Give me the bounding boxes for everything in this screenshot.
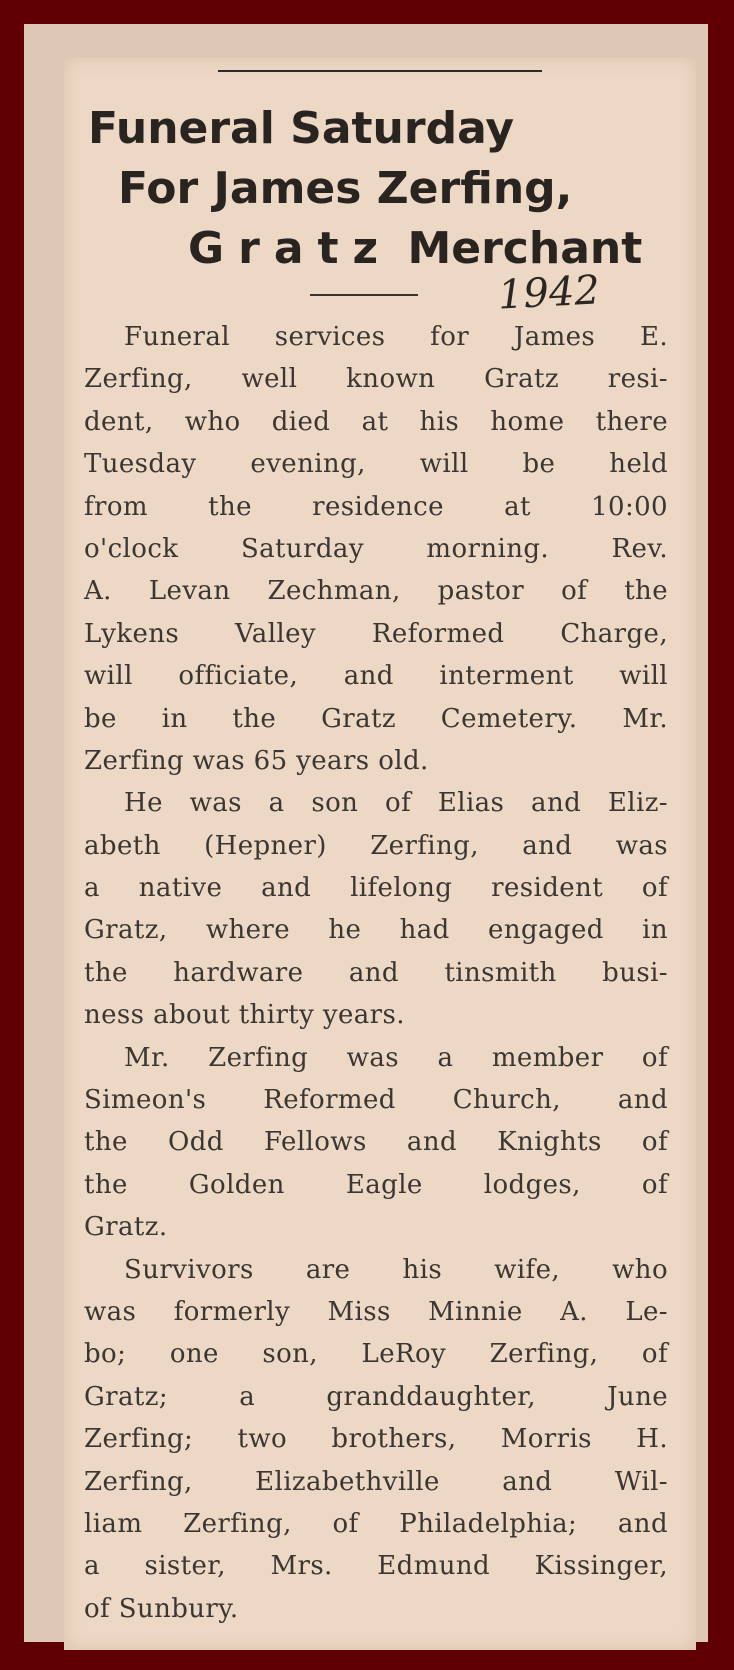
text-line: Funeral services for James E.	[124, 322, 668, 352]
text-line: Gratz; a granddaughter, June	[84, 1381, 668, 1412]
text-line: dent, who died at his home there	[84, 406, 668, 437]
headline-line-3	[188, 224, 642, 274]
text-line: Zerfing was 65 years old.	[84, 745, 429, 776]
text-line: Gratz, where he had engaged in	[84, 915, 668, 946]
text-line: liam Zerfing, of Philadelphia; and	[84, 1508, 668, 1539]
text-line: of Sunbury.	[84, 1593, 239, 1624]
text-line: Tuesday evening, will be held	[84, 449, 668, 480]
text-line: Survivors are his wife, who	[124, 1254, 668, 1285]
text-line: Zerfing, Elizabethville and Wil-	[84, 1466, 668, 1497]
article-body	[84, 316, 668, 1630]
headline-occupation: Merchant	[407, 223, 643, 274]
text-line: Simeon's Reformed Church, and	[84, 1085, 668, 1116]
text-line: was formerly Miss Minnie A. Le-	[84, 1296, 668, 1327]
text-line: Lykens Valley Reformed Charge,	[84, 618, 668, 649]
headline-divider	[310, 294, 418, 296]
top-rule	[218, 70, 542, 72]
text-line: a sister, Mrs. Edmund Kissinger,	[84, 1551, 668, 1582]
text-line: abeth (Hepner) Zerfing, and was	[84, 830, 668, 861]
newspaper-clipping	[64, 58, 696, 1650]
text-line: the Golden Eagle lodges, of	[84, 1169, 668, 1200]
text-line: Mr. Zerfing was a member of	[124, 1042, 668, 1073]
text-line: will officiate, and interment will	[84, 661, 668, 692]
text-line: ness about thirty years.	[84, 1000, 405, 1031]
text-line: the hardware and tinsmith busi-	[84, 957, 668, 988]
headline-place: Gratz	[188, 223, 393, 274]
text-line: from the residence at 10:00	[84, 491, 668, 522]
text-line: A. Levan Zechman, pastor of the	[84, 576, 668, 607]
text-line: o'clock Saturday morning. Rev.	[84, 533, 668, 564]
headline-line-1: Funeral Saturday	[88, 103, 515, 154]
headline-line-2: For James Zerfing,	[118, 163, 573, 214]
text-line: bo; one son, LeRoy Zerfing, of	[84, 1339, 668, 1370]
handwritten-year: 1942	[496, 267, 601, 319]
picture-frame	[24, 24, 708, 1642]
text-line: a native and lifelong resident of	[84, 873, 668, 904]
text-line: He was a son of Elias and Eliz-	[124, 788, 668, 819]
text-line: Zerfing; two brothers, Morris H.	[84, 1424, 668, 1455]
text-line: Zerfing, well known Gratz resi-	[84, 364, 668, 395]
text-line: be in the Gratz Cemetery. Mr.	[84, 703, 668, 734]
text-line: Gratz.	[84, 1212, 168, 1243]
text-line: the Odd Fellows and Knights of	[84, 1127, 668, 1158]
